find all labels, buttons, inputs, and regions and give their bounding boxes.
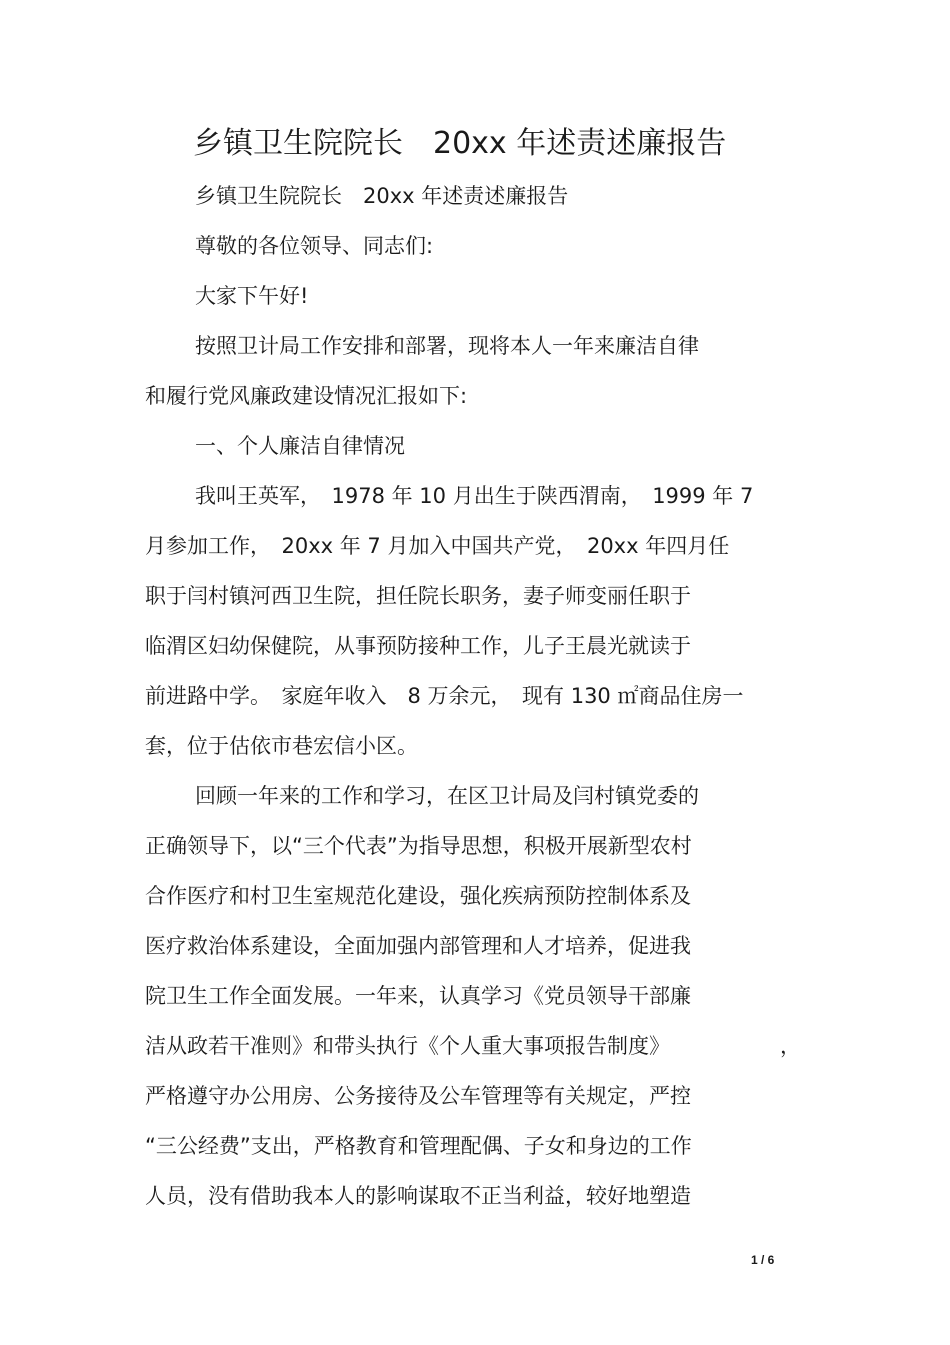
paragraph-line: 院卫生工作全面发展。一年来，认真学习《党员领导干部廉 bbox=[145, 984, 691, 1008]
document-title: 乡镇卫生院院长 20xx 年述责述廉报告 bbox=[193, 126, 727, 161]
greeting-line: 大家下午好! bbox=[195, 284, 309, 308]
paragraph-line: 月参加工作， 20xx 年 7 月加入中国共产党， 20xx 年四月任 bbox=[145, 534, 730, 558]
paragraph-line: 洁从政若干准则》和带头执行《个人重大事项报告制度》 bbox=[145, 1034, 670, 1058]
paragraph-line: 套，位于估依市巷宏信小区。 bbox=[145, 734, 418, 758]
subtitle-line: 乡镇卫生院院长 20xx 年述责述廉报告 bbox=[195, 184, 569, 208]
section-heading: 一、个人廉洁自律情况 bbox=[195, 434, 405, 458]
paragraph-line: 回顾一年来的工作和学习，在区卫计局及闫村镇党委的 bbox=[195, 784, 699, 808]
trailing-comma: ， bbox=[780, 1034, 801, 1058]
paragraph-line: 我叫王英军， 1978 年 10 月出生于陕西渭南， 1999 年 7 bbox=[195, 484, 754, 508]
salutation-line: 尊敬的各位领导、同志们: bbox=[195, 234, 434, 258]
paragraph-line: 医疗救治体系建设，全面加强内部管理和人才培养，促进我 bbox=[145, 934, 691, 958]
paragraph-line: 严格遵守办公用房、公务接待及公车管理等有关规定，严控 bbox=[145, 1084, 691, 1108]
paragraph-line: 和履行党风廉政建设情况汇报如下: bbox=[145, 384, 468, 408]
paragraph-line: 按照卫计局工作安排和部署，现将本人一年来廉洁自律 bbox=[195, 334, 699, 358]
paragraph-line: 临渭区妇幼保健院，从事预防接种工作，儿子王晨光就读于 bbox=[145, 634, 691, 658]
paragraph-line: 人员，没有借助我本人的影响谋取不正当利益，较好地塑造 bbox=[145, 1184, 691, 1208]
page-number: 1 / 6 bbox=[751, 1253, 775, 1267]
paragraph-line: “三公经费”支出，严格教育和管理配偶、子女和身边的工作 bbox=[145, 1134, 692, 1158]
paragraph-line: 正确领导下，以“三个代表”为指导思想，积极开展新型农村 bbox=[145, 834, 692, 858]
paragraph-line: 合作医疗和村卫生室规范化建设，强化疾病预防控制体系及 bbox=[145, 884, 691, 908]
paragraph-line: 前进路中学。 家庭年收入 8 万余元， 现有 130 ㎡商品住房一 bbox=[145, 684, 744, 708]
paragraph-line: 职于闫村镇河西卫生院，担任院长职务，妻子师变丽任职于 bbox=[145, 584, 691, 608]
